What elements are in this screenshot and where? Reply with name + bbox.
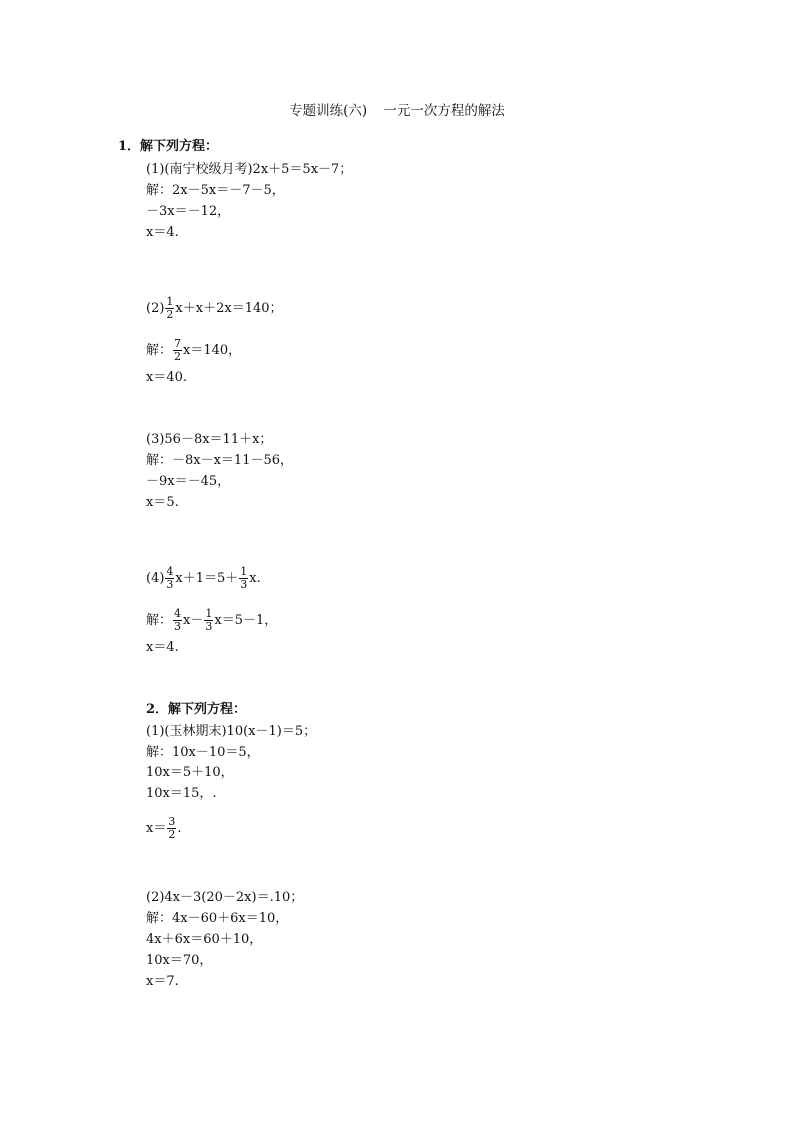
- fraction: $\frac{4}{3}$: [166, 565, 174, 591]
- fraction: $\frac{7}{2}$: [174, 337, 182, 363]
- q2-p2-step-3: 10x＝70，: [146, 953, 213, 968]
- fraction: $\frac{4}{3}$: [174, 607, 182, 633]
- q2-p2-problem: (2)4x－3(20－2x)＝.10；: [146, 890, 304, 905]
- q1-p1-step-1: 解：2x－5x＝－7－5，: [146, 183, 285, 198]
- question-2-header: 2．解下列方程：: [146, 702, 247, 717]
- q1-p1-answer: x＝4.: [146, 225, 179, 240]
- fraction: $\frac{3}{2}$: [168, 815, 176, 841]
- q1-p2-problem: (2) $\frac{1}{2}$ x＋x＋2x＝140；: [146, 295, 283, 321]
- q1-p3-answer: x＝5.: [146, 495, 179, 510]
- q1-p4-problem: (4) $\frac{4}{3}$ x＋1＝5＋ $\frac{1}{3}$ x.: [146, 565, 261, 591]
- q2-p2-step-2: 4x＋6x＝60＋10，: [146, 932, 263, 947]
- q2-p1-step-2: 10x＝5＋10，: [146, 765, 234, 780]
- q1-p4-step-1: 解： $\frac{4}{3}$ x－ $\frac{1}{3}$ x＝5－1，: [146, 607, 278, 633]
- page-title: [0, 99, 794, 119]
- title-part-2: 一元一次方程的解法: [383, 103, 505, 119]
- q2-p1-step-3: 10x＝15，.: [146, 786, 217, 801]
- q2-p1-step-1: 解：10x－10＝5，: [146, 745, 260, 760]
- question-1-header: 1．解下列方程：: [118, 139, 219, 154]
- q1-p2-step-1: 解： $\frac{7}{2}$ x＝140，: [146, 337, 242, 363]
- q2-p2-step-1: 解：4x－60＋6x＝10，: [146, 911, 289, 926]
- q1-p2-answer: x＝40.: [146, 370, 188, 385]
- q1-p3-step-2: －9x＝－45，: [146, 474, 231, 489]
- title-part-1: 专题训练(六): [289, 103, 368, 119]
- q1-p3-step-1: 解：－8x－x＝11－56，: [146, 453, 294, 468]
- q2-p1-problem: (1)(玉林期末)10(x－1)＝5；: [146, 724, 317, 739]
- q1-p1-problem: (1)(南宁校级月考)2x＋5＝5x－7；: [146, 162, 353, 177]
- q2-p2-answer: x＝7.: [146, 974, 179, 989]
- q1-p4-answer: x＝4.: [146, 640, 179, 655]
- fraction: $\frac{1}{3}$: [240, 565, 248, 591]
- fraction: $\frac{1}{3}$: [205, 607, 213, 633]
- q2-p1-answer: x＝ $\frac{3}{2}$ .: [146, 815, 182, 841]
- q1-p1-step-2: －3x＝－12，: [146, 204, 231, 219]
- q1-p3-problem: (3)56－8x＝11＋x；: [146, 432, 273, 447]
- fraction: $\frac{1}{2}$: [166, 295, 174, 321]
